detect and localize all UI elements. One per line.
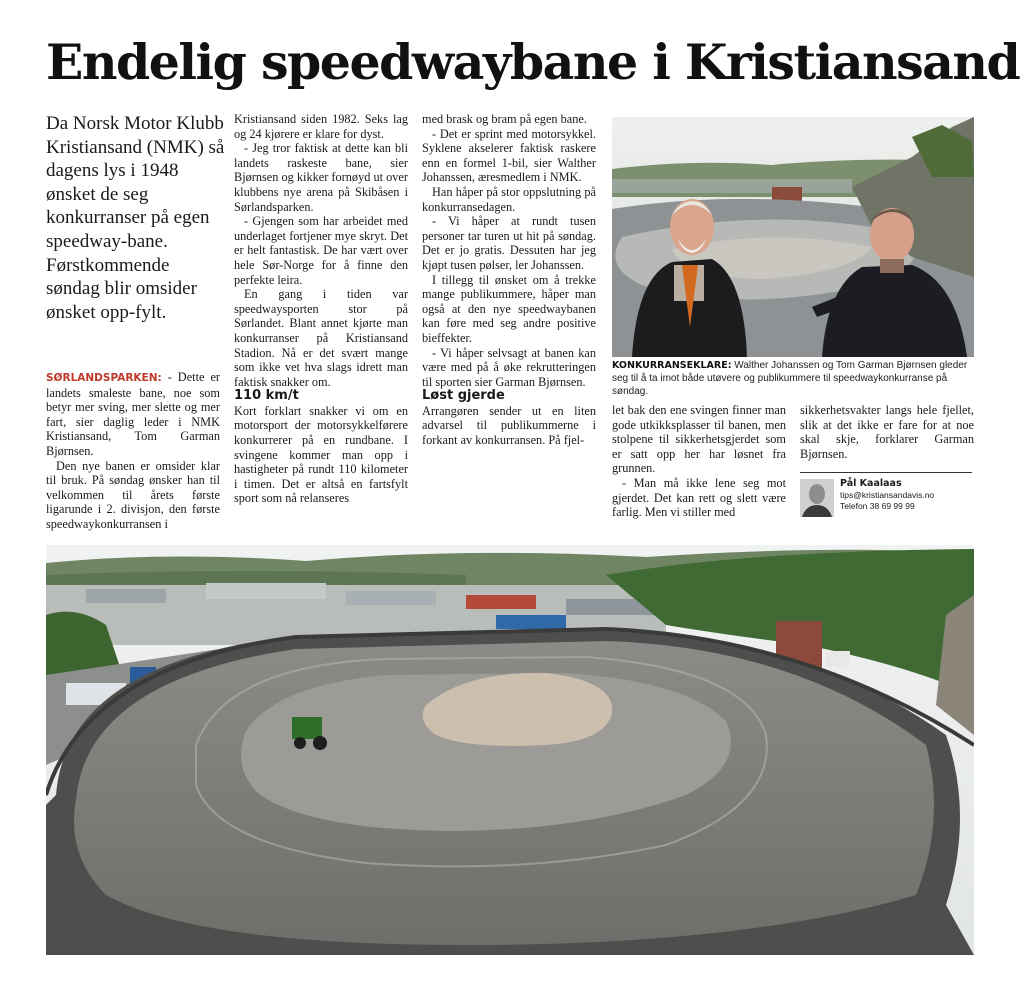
caption-text: Walther Johanssen og Tom Garman Bjørnsen gleder seg til å ta imot både utøvere og publikummere til speedwaykonkurranse på søndag. xyxy=(612,360,968,397)
byline-email[interactable]: tips@kristiansandavis.no xyxy=(840,490,935,500)
byline xyxy=(800,472,972,519)
kicker-sorlandsparken: SØRLANDSPARKEN: xyxy=(46,372,162,384)
article-paragraph: Arrangøren sender ut en liten advarsel til publikummerne i forkant av konkurransen. På fjel- xyxy=(422,403,596,448)
byline-portrait xyxy=(800,479,834,517)
article-paragraph: Kristiansand siden 1982. Seks lag og 24 kjørere er klare for dyst. xyxy=(234,112,408,141)
article-paragraph: Kort forklart snakker vi om en motorsport der motorsykkelførere konkurrerer på en rundbane. I svingene kommer man opp i hastigheter på rundt 110 kilometer i timen. Det er altså en fartsfylt sport som nå relanseres xyxy=(234,403,408,506)
byline-name: Pål Kaalaas xyxy=(840,478,902,489)
article-paragraph: sikkerhetsvakter langs hele fjellet, slik at det ikke er fare for at noe skal skje, forklarer Garman Bjørnsen. xyxy=(800,403,974,461)
caption-kicker: KONKURRANSEKLARE: xyxy=(612,360,732,371)
article-paragraph: - Vi håper selvsagt at banen kan være med på å øke rekrutteringen til sporten sier Garman Bjørnsen. xyxy=(422,345,596,389)
speedway-track-illustration xyxy=(46,545,974,955)
article-paragraph: - Vi håper at rundt tusen personer tar turen ut hit på søndag. Det er jo gratis. Dessuten har jeg kjøpt tusen pølser, ler Johanssen. xyxy=(422,214,596,272)
ingress xyxy=(46,112,226,324)
byline-phone: Telefon 38 69 99 99 xyxy=(840,501,915,511)
article-paragraph: - Gjengen som har arbeidet med underlaget fortjener mye skryt. Det er helt fantastisk. De har vært over hele Sør-Norge for å finne den perfekte leira. xyxy=(234,214,408,287)
photo-two-men-illustration xyxy=(612,117,974,357)
photo-speedway-track-overview xyxy=(46,545,974,955)
article-paragraph: Han håper på stor oppslutning på konkurransedagen. xyxy=(422,184,596,214)
reporter-portrait-icon xyxy=(800,479,834,517)
article-column-2 xyxy=(234,112,408,506)
subhead-lost-gjerde: Løst gjerde xyxy=(422,388,505,404)
article-paragraph xyxy=(46,370,220,459)
ingress-text: Da Norsk Motor Klubb Kristiansand (NMK) så dagens lys i 1948 ønsket de seg konkurranser på egen speedway-bane. Førstkommende søndag blir omsider ønsket opp-fylt. xyxy=(46,113,225,323)
article-column-4 xyxy=(612,403,786,520)
article-paragraph: - Det er sprint med motorsykkel. Syklene akselerer faktisk raskere enn en formel 1-bil, sier Walther Johanssen, æresmedlem i NMK. xyxy=(422,126,596,185)
headline: Endelig speedwaybane i Kristiansand xyxy=(46,33,1020,91)
article-paragraph: - Man må ikke lene seg mot gjerdet. Det kan rett og slett være farlig. Men vi stiller med xyxy=(612,475,786,520)
article-paragraph: let bak den ene svingen finner man gode utkikksplasser til banen, men stolpene til sikkerhetsgjerdet som er satt opp her har løsnet fra grunnen. xyxy=(612,403,786,476)
article-paragraph: I tillegg til ønsket om å trekke mange publikummere, håper man også at den nye speedwaybanen kan føre med seg andre positive bieffekter. xyxy=(422,272,596,345)
photo-two-men-at-track xyxy=(612,117,974,357)
paragraph-text: - Dette er landets smaleste bane, noe som betyr mer sving, mer slette og mer fart, sier daglig leder i NMK Kristiansand, Tom Garman Bjørnsen. xyxy=(46,370,220,458)
article-paragraph: med brask og bram på egen bane. xyxy=(422,112,587,126)
article-paragraph: Den nye banen er omsider klar til bruk. På søndag ønsker han til velkommen til årets første ligarunde i 2. divisjon, den første speedwaykonkurransen i xyxy=(46,458,220,531)
article-column-1 xyxy=(46,370,220,532)
article-paragraph: En gang i tiden var speedwaysporten stor på Sørlandet. Blant annet kjørte man konkurranser på Kristiansand Stadion. Nå er det svært mange som ikke vet hva slags idrett man faktisk snakker om. xyxy=(234,287,408,389)
photo-caption xyxy=(612,359,974,398)
article-paragraph: - Jeg tror faktisk at dette kan bli landets raskeste bane, sier Bjørnsen og kikker fornøyd ut over klubbens nye arena på Skibåsen i Sørlandsparken. xyxy=(234,141,408,214)
subhead-110-kmt: 110 km/t xyxy=(234,388,299,404)
article-column-3 xyxy=(422,112,596,448)
article-column-5 xyxy=(800,403,974,461)
